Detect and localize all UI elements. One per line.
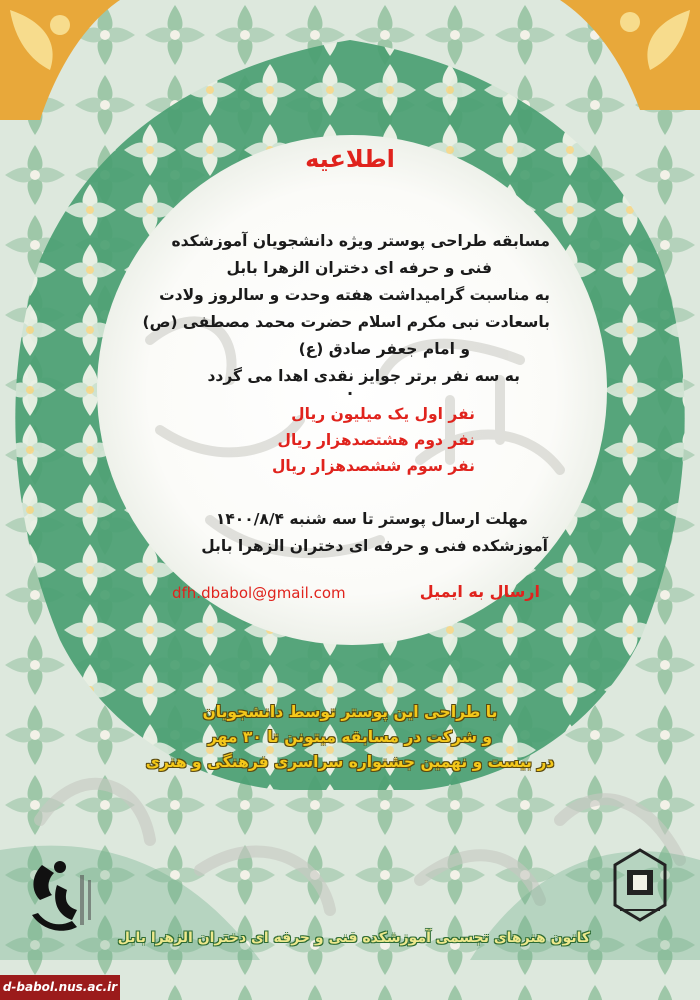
footer-club-name: کانون هنرهای تجسمی آموزشکده فنی و حرفه ای دختران الزهرا بابل bbox=[117, 930, 590, 946]
deadline-line: مهلت ارسال پوستر تا سه شنبه ۱۴۰۰/۸/۴ bbox=[215, 510, 528, 528]
prize-list bbox=[235, 401, 475, 479]
announcement-body bbox=[142, 228, 550, 390]
prize-first: نفر اول یک میلیون ریال bbox=[291, 405, 475, 423]
festival-line: و شرکت در مسابقه میتونن تا ۳۰ مهر bbox=[208, 728, 492, 746]
deadline-line: آموزشکده فنی و حرفه ای دختران الزهرا بابل bbox=[201, 537, 548, 555]
gold-corner-ornament-right bbox=[560, 0, 700, 110]
festival-line: در بیست و نهمین جشنواره سراسری فرهنگی و هنری bbox=[145, 753, 555, 771]
body-line: و امام جعفر صادق (ع) bbox=[298, 340, 470, 358]
festival-note bbox=[140, 700, 560, 775]
announcement-title: اطلاعیه bbox=[305, 145, 395, 173]
separator-dot: . bbox=[346, 380, 354, 399]
body-line: مسابقه طراحی پوستر ویژه دانشجویان آموزشکده bbox=[171, 232, 550, 250]
body-line: باسعادت نبی مکرم اسلام حضرت محمد مصطفی (ص) bbox=[142, 313, 550, 331]
prize-second: نفر دوم هشتصدهزار ریال bbox=[277, 431, 475, 449]
email-address[interactable]: dfh.dbabol@gmail.com bbox=[172, 584, 346, 602]
prize-third: نفر سوم ششصدهزار ریال bbox=[271, 457, 475, 475]
festival-line: با طراحی این پوستر توسط دانشجویان bbox=[202, 703, 498, 721]
body-line: به سه نفر برتر جوایز نقدی اهدا می گردد bbox=[207, 367, 520, 385]
body-line: فنی و حرفه ای دختران الزهرا بابل bbox=[226, 259, 492, 277]
deadline-info bbox=[150, 506, 548, 560]
body-line: به مناسبت گرامیداشت هفته وحدت و سالروز ولادت bbox=[159, 286, 550, 304]
art-club-logo bbox=[22, 855, 102, 940]
send-email-label: ارسال به ایمیل bbox=[419, 582, 540, 601]
website-badge[interactable]: d-babol.nus.ac.ir bbox=[0, 975, 120, 1000]
college-logo bbox=[605, 845, 675, 925]
gold-corner-ornament-left bbox=[0, 0, 120, 120]
